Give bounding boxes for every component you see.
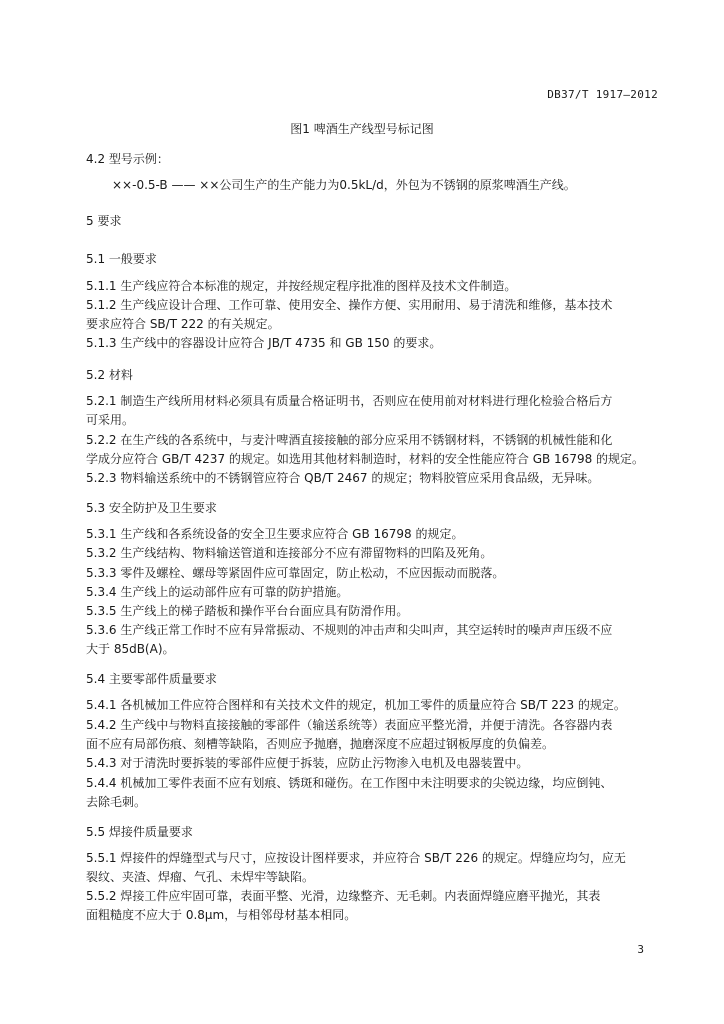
clause-5-3-2: 5.3.2 生产线结构、物料输送管道和连接部分不应有滞留物料的凹陷及死角。 xyxy=(86,546,493,560)
standard-code-header: DB37/T 1917—2012 xyxy=(547,88,658,101)
clause-5-3-3: 5.3.3 零件及螺栓、螺母等紧固件应可靠固定，防止松动，不应因振动而脱落。 xyxy=(86,566,505,580)
clause-5-4-4-line1: 5.4.4 机械加工零件表面不应有划痕、锈斑和碰伤。在工作图中未注明要求的尖锐边缘，均应倒钝、 xyxy=(86,776,613,790)
clause-5-1-1: 5.1.1 生产线应符合本标准的规定，并按经规定程序批准的图样及技术文件制造。 xyxy=(86,279,517,293)
clause-5-5-1-line1: 5.5.1 焊接件的焊缝型式与尺寸，应按设计图样要求，并应符合 SB/T 226 的规定。焊缝应均匀，应无 xyxy=(86,851,626,865)
section-4-2-text: ××-0.5-B —— ××公司生产的生产能力为0.5kL/d，外包为不锈钢的原浆啤酒生产线。 xyxy=(112,178,576,192)
section-5-4-heading: 5.4 主要零部件质量要求 xyxy=(86,672,217,686)
section-5-2-heading: 5.2 材料 xyxy=(86,368,133,382)
clause-5-2-2-line2: 学成分应符合 GB/T 4237 的规定。如选用其他材料制造时，材料的安全性能应符合 GB 16798 的规定。 xyxy=(86,452,645,466)
clause-5-1-2-line1: 5.1.2 生产线应设计合理、工作可靠、使用安全、操作方便、实用耐用、易于清洗和维修，基本技术 xyxy=(86,298,613,312)
clause-5-2-1-line1: 5.2.1 制造生产线所用材料必须具有质量合格证明书，否则应在使用前对材料进行理化检验合格后方 xyxy=(86,394,613,408)
clause-5-3-6-line1: 5.3.6 生产线正常工作时不应有异常振动、不规则的冲击声和尖叫声，其空运转时的噪声声压级不应 xyxy=(86,623,613,637)
clause-5-2-3: 5.2.3 物料输送系统中的不锈钢管应符合 QB/T 2467 的规定；物料胶管应采用食品级，无异味。 xyxy=(86,471,600,485)
clause-5-5-2-line2: 面粗糙度不应大于 0.8μm，与相邻母材基本相同。 xyxy=(86,908,357,922)
clause-5-1-2-line2: 要求应符合 SB/T 222 的有关规定。 xyxy=(86,317,280,331)
clause-5-4-2-line1: 5.4.2 生产线中与物料直接接触的零部件（输送系统等）表面应平整光滑，并便于清洗。各容器内表 xyxy=(86,718,613,732)
clause-5-4-1: 5.4.1 各机械加工件应符合图样和有关技术文件的规定，机加工零件的质量应符合 SB/T 223 的规定。 xyxy=(86,698,626,712)
clause-5-5-2-line1: 5.5.2 焊接工件应牢固可靠，表面平整、光滑，边缘整齐、无毛刺。内表面焊缝应磨平抛光，其表 xyxy=(86,889,601,903)
clause-5-2-1-line2: 可采用。 xyxy=(86,413,135,427)
clause-5-4-4-line2: 去除毛刺。 xyxy=(86,795,147,809)
section-5-5-heading: 5.5 焊接件质量要求 xyxy=(86,825,193,839)
clause-5-1-3: 5.1.3 生产线中的容器设计应符合 JB/T 4735 和 GB 150 的要求。 xyxy=(86,336,442,350)
clause-5-4-3: 5.4.3 对于清洗时要拆装的零部件应便于拆装，应防止污物渗入电机及电器装置中。 xyxy=(86,756,529,770)
clause-5-3-4: 5.3.4 生产线上的运动部件应有可靠的防护措施。 xyxy=(86,585,349,599)
page-number: 3 xyxy=(637,943,644,956)
figure-caption: 图1 啤酒生产线型号标记图 xyxy=(290,122,434,136)
section-5-1-heading: 5.1 一般要求 xyxy=(86,252,157,266)
clause-5-5-1-line2: 裂纹、夹渣、焊瘤、气孔、未焊牢等缺陷。 xyxy=(86,870,315,884)
clause-5-3-6-line2: 大于 85dB(A)。 xyxy=(86,642,175,656)
section-5-3-heading: 5.3 安全防护及卫生要求 xyxy=(86,501,217,515)
clause-5-3-5: 5.3.5 生产线上的梯子踏板和操作平台台面应具有防滑作用。 xyxy=(86,604,409,618)
clause-5-2-2-line1: 5.2.2 在生产线的各系统中，与麦汁啤酒直接接触的部分应采用不锈钢材料，不锈钢的机械性能和化 xyxy=(86,433,613,447)
section-5-heading: 5 要求 xyxy=(86,214,122,228)
clause-5-3-1: 5.3.1 生产线和各系统设备的安全卫生要求应符合 GB 16798 的规定。 xyxy=(86,527,464,541)
clause-5-4-2-line2: 面不应有局部伤痕、刻槽等缺陷，否则应予抛磨，抛磨深度不应超过钢板厚度的负偏差。 xyxy=(86,737,555,751)
section-4-2-heading: 4.2 型号示例： xyxy=(86,152,169,166)
